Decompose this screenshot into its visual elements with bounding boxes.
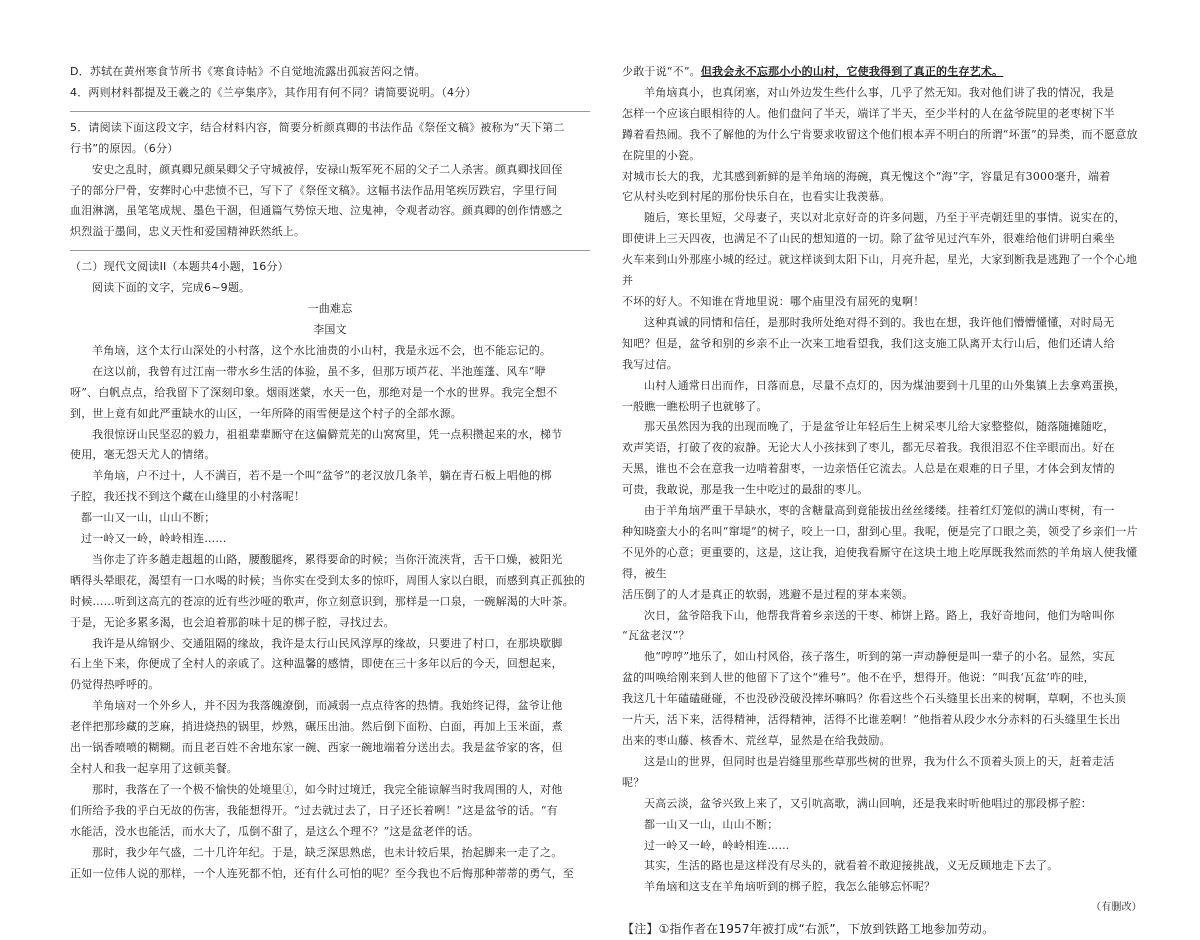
article-line: 随后，寒长里短，父母妻子，夹以对北京好奇的许多问题，乃至于平壳朝廷里的事情。说实在的，	[644, 211, 1126, 225]
article-line: 活压倒了的人才是真正的软弱，逃避不是过程的芽本来领。	[622, 587, 914, 601]
article-line: 当你走了许多趟走趄趄的山路，腰酸腿疼，累得要命的时候；当你汗流浃背，舌干口燥，被阳光	[92, 552, 563, 566]
article-line: 那天虽然因为我的出现而晚了，于是盆爷让年轻后生上树采枣儿给大家整整似，随落随摊随吃，	[644, 420, 1115, 434]
question-option-d: D．苏轼在黄州寒食节所书《寒食诗帖》不自觉地流露出孤寂苦闷之情。	[70, 65, 426, 78]
article-title: 一曲难忘	[307, 302, 353, 316]
article-line: 羊角垴和这支在羊角垴听到的梆子腔，我怎么能够忘怀呢？	[644, 880, 936, 894]
section-title: （二）现代文阅读II（本题共4小题，16分）	[70, 260, 289, 274]
article-line: 种知晓蛮大小的名叫“窜堤”的树子，咬上一口，甜到心里。我呢，便是完了口眼之美，领受了乡亲们一片	[622, 524, 1138, 538]
underlined-sentence: 但我会永不忘那小小的山村，它使我得到了真正的生存艺术。	[700, 65, 1004, 78]
article-line: 子腔，我还找不到这个藏在山缝里的小村落呢！	[70, 490, 306, 504]
article-line: 羊角垴，这个太行山深处的小村落，这个水比油贵的小山村，我是永远不会，也不能忘记的。	[92, 343, 552, 357]
article-line: 老伴把那珍藏的芝麻，捎进烧热的锅里，炒熟，碾压出油。然后倒下面粉、白面，再加上玉米面，煮	[70, 720, 563, 734]
article-line: 出来的枣山藤、核香木、荒丝草，显然是在给我鼓励。	[622, 734, 891, 747]
article-line: 全村人和我一起享用了这顿美餐。	[70, 762, 238, 775]
section-instruction: 阅读下面的文字，完成6~9题。	[92, 281, 251, 295]
question-5-line-2: 行书”的原因。（6分）	[70, 141, 179, 155]
article-line: 它从村头吃到村尾的那份快乐自在，也看实让我羡慕。	[622, 190, 891, 204]
article-line: 对城市长大的我，尤其感到新鲜的是羊角垴的海碗，真无愧这个“海”字，容量足有3000毫升，端着	[622, 169, 1111, 183]
article-line: 过一岭又一岭，岭岭相连……	[81, 532, 227, 546]
article-line: 羊角垴真小，也真闭塞，对山外边发生些什么事，几乎了然无知。我对他们讲了我的情况，我是	[644, 85, 1115, 99]
article-line: 他“哼哼”地乐了，如山村风俗，孩子落生，听到的第一声动静便是叫一辈子的小名。显然，实瓦	[644, 650, 1115, 664]
article-line: 我这几十年磕磕碰碰，不也没砂没破没摔坏嘛吗？你看这些个石头缝里长出来的树啊，草啊，不也头顶	[622, 692, 1126, 706]
article-line: 都一山又一山，山山不断；	[81, 511, 216, 525]
question-5-line-1: 5．请阅读下面这段文字，结合材料内容，简要分析颜真卿的书法作品《祭侄文稿》被称为“天下第二	[70, 120, 565, 134]
article-line: 不坏的好人。不知谁在背地里说：哪个庙里没有屈死的鬼啊！	[622, 294, 925, 308]
article-line: 知吧？但是，盆爷和别的乡亲不止一次来工地看望我，我们这支施工队离开太行山后，他们还请人给	[622, 336, 1115, 350]
article-line: 不见外的心意；更重要的，这是，这让我，迫使我看厮守在这块土地上吃厚既我然而然的羊角垴人使我懂得，被生	[622, 545, 1138, 580]
article-line: 火车来到山外那座小城的经过。就这样谈到太阳下山，月亮升起，星光，大家到断我是逃跑了一个个心地并	[622, 253, 1138, 288]
article-line: 羊角垴，户不过十，人不满百，若不是一个叫“盆爷”的老汉放几条羊，躺在青石板上唱他的梆	[92, 469, 552, 483]
article-line: 呢？	[622, 775, 645, 789]
article-line: 水能活，没水也能活，而水大了，瓜倒不甜了，是这么个理不？”这是盆老伴的话。	[70, 824, 480, 838]
article-line: 即使讲上三天四夜，也满足不了山民的想知道的一切。除了盆爷见过汽车外，很难给他们讲明白乘坐	[622, 232, 1115, 246]
footnote: 【注】①指作者在1957年被打成“右派”，下放到铁路工地参加劳动。	[622, 922, 995, 937]
article-line: 晒得头晕眼花，渴望有一口水喝的时候；当你实在受到太多的惊吓，周围人家以白眼，而感到真正孤独的	[70, 573, 586, 587]
article-line: 都一山又一山，山山不断；	[644, 817, 779, 831]
article-line: 那时，我落在了一个极不愉快的处境里①，如今时过境迁，我完全能谅解当时我周围的人，对他	[92, 782, 563, 796]
article-line: 一般瞧一瞧松明子也就够了。	[622, 399, 768, 413]
left-column	[70, 62, 590, 884]
article-line: “瓦盆老汉”？	[622, 629, 690, 643]
article-body-left	[70, 341, 590, 885]
article-line: 其实，生活的路也是这样没有尽头的，就看着不敢迎接挑战，义无反顾地走下去了。	[644, 859, 1059, 873]
article-line: 在这以前，我曾有过江南一带水乡生活的体验，虽不多，但那万顷芦花、半池莲蓬、风车“咿	[92, 364, 546, 378]
right-column	[622, 62, 1142, 940]
question-5-passage-line: 炽烈溢于墨间，忠义天性和爱国精神跃然纸上。	[70, 225, 306, 239]
article-line	[622, 62, 1142, 83]
divider	[70, 111, 590, 112]
article-line: 出一锅香喷喷的糊糊。而且老百姓不舍地东家一碗、西家一碗地端着分送出去。我是盆爷家的客，但	[70, 741, 563, 755]
article-line: 由于羊角垴严重干旱缺水，枣的含糖量高到竟能拔出丝丝缕缕。挂着红灯笼似的满山枣树，有一	[644, 504, 1115, 518]
article-line: 过一岭又一岭，岭岭相连……	[644, 838, 790, 852]
article-line: 天高云淡，盆爷兴致上来了，又引吭高歌，满山回响，还是我来时听他唱过的那段梆子腔：	[644, 796, 1092, 810]
article-line: 正如一位伟人说的那样，一个人连死都不怕，还有什么可怕的呢？至今我也不后悔那种蒂蒂的勇气，至	[70, 866, 574, 880]
divider	[70, 250, 590, 251]
article-line: 我许是从绵钢少、交通阻隔的缘故，我许是太行山民风淳厚的缘故，只要进了村口，在那块歇脚	[92, 636, 563, 650]
article-line: 使用，毫无怨天尤人的情绪。	[70, 448, 216, 462]
article-author: 李国文	[313, 322, 347, 336]
question-5-passage-line: 子的部分尸骨，安葬时心中悲愤不已，写下了《祭侄文稿》。这幅书法作品用笔疾厉跌宕，字里行间	[70, 183, 558, 197]
article-line: 我写过信。	[622, 357, 678, 371]
article-line: 盆的叫唤给刚来到人世的他留下了这个“雅号”。他不在乎，想得开。他说：“叫我‘瓦盆’咋的哇，	[622, 671, 1095, 685]
article-line: 天黑，谁也不会在意我一边啃着甜枣，一边亲悟任它流去。人总是在艰难的日子里，才体会到友情的	[622, 462, 1115, 476]
article-line: 石上坐下来，你便成了全村人的亲戚了。这种温馨的感情，即使在三十多年以后的今天，回想起来，	[70, 657, 563, 671]
article-line: 羊角垴对一个外乡人，并不因为我落魄潦倒，而减弱一点点待客的热情。我始终记得，盆爷让他	[92, 699, 563, 713]
article-line: 时候……听到这高亢的苍凉的近有些沙哑的歌声，你立刻意识到，那样是一口泉，一碗解渴的大叶茶。	[70, 594, 574, 608]
article-line: 蹲着看热闹。我不了解他的为什么宁肯要求收留这个他们根本弄不明白的所谓“坏蛋”的异类，而不愿意放在院里的小瓷。	[622, 127, 1138, 162]
article-line: 呀”、白帆点点，给我留下了深刻印象。烟雨迷蒙，水天一色，那绝对是一个水的世界。我完全想不	[70, 385, 558, 399]
article-text: 少敢于说“不”。	[622, 65, 701, 78]
article-line: 可贵，我敢说，那是我一生中吃过的最甜的枣儿。	[622, 483, 869, 497]
article-line: 次日，盆爷陪我下山，他帮我背着乡亲送的干枣、柿饼上路。路上，我好奇地问，他们为啥叫你	[644, 608, 1115, 622]
article-line: 我很惊讶山民坚忍的毅力，祖祖辈辈厮守在这偏僻荒芜的山窝窝里，凭一点积攒起来的水，梯节	[92, 427, 563, 441]
article-line: 到，世上竟有如此严重缺水的山区，一年所降的雨雪便是这个村子的全部水源。	[70, 406, 462, 420]
article-line: 们所给予我的乎白无故的伤害，我能想得开。“过去就过去了，日子还长着咧！”这是盆爷的话。“有	[70, 803, 558, 817]
article-line: 怎样一个应该白眼相待的人。他们盘问了半天，端详了半天，至少半村的人在盆爷院里的老枣树下半	[622, 106, 1115, 120]
article-line: 山村人通常日出而作，日落而息，尽量不点灯的，因为煤油要到十几里的山外集镇上去拿鸡蛋换，	[644, 378, 1126, 392]
article-line: 那时，我少年气盛，二十几许年纪。于是，缺乏深思熟虑，也未计较后果，抬起脚来一走了之。	[92, 845, 563, 859]
question-5-passage-line: 血泪淋漓，虽笔笔成规、墨色干涸，但通篇气势惊天地、泣鬼神，令观者动容。颜真卿的创作情感之	[70, 204, 563, 218]
article-line: 欢声笑语，打破了夜的寂静。无论大人小孩抹到了枣儿，都无尽着我。我很泪忍不住辛眼而出。好在	[622, 441, 1115, 455]
question-4: 4．两则材料都提及王羲之的《兰亭集序》，其作用有何不同？请简要说明。（4分）	[70, 85, 477, 99]
article-line: 这种真诚的同情和信任，是那时我所处绝对得不到的。我也在想，我许他们懵懵懂懂，对时局无	[644, 315, 1115, 329]
article-line: 于是，无论多累多渴，也会迫着那韵味十足的梆子腔，寻找过去。	[70, 615, 395, 629]
article-line: 仍觉得热呼呼的。	[70, 678, 160, 692]
article-line: 一片天，活下来，活得精神，活得精神，活得不比谁差啊！”他指着从段少水分赤料的石头缝里生长出	[622, 713, 1121, 727]
question-5-passage-line: 安史之乱时，颜真卿兄颜杲卿父子守城被俘，安禄山叛军死不屈的父子二人杀害。颜真卿找回侄	[92, 162, 563, 176]
source-note: （有删改）	[1091, 902, 1142, 914]
article-body-right	[622, 83, 1142, 898]
article-line: 这是山的世界，但同时也是岩缝里那些草那些树的世界，我为什么不顶着头顶上的天，赶着走活	[644, 754, 1115, 768]
